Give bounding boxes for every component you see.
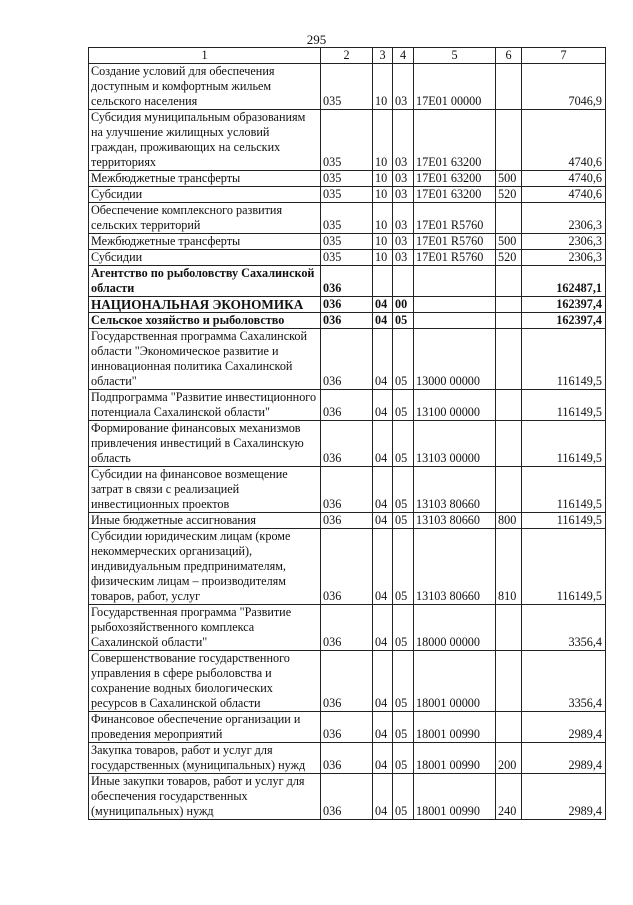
table-row: [89, 171, 606, 187]
row-subsection-cell: 05: [393, 513, 414, 529]
row-expense-type-cell: 520: [496, 187, 522, 203]
row-amount-cell: 4740,6: [522, 187, 606, 203]
row-subsection-cell: 05: [393, 712, 414, 743]
row-name-cell: Агентство по рыболовству Сахалинской области: [89, 266, 321, 297]
table-row: [89, 110, 606, 171]
row-subsection-cell: 05: [393, 774, 414, 820]
row-subsection-cell: 05: [393, 313, 414, 329]
row-admin-code-cell: 036: [321, 712, 373, 743]
row-amount-cell: 2989,4: [522, 774, 606, 820]
row-name-cell: Межбюджетные трансферты: [89, 171, 321, 187]
row-expense-type-cell: 240: [496, 774, 522, 820]
table-row: [89, 250, 606, 266]
row-admin-code-cell: 036: [321, 529, 373, 605]
row-section-cell: 04: [373, 529, 393, 605]
table-row: [89, 743, 606, 774]
row-admin-code-cell: 035: [321, 64, 373, 110]
row-expense-type-cell: 500: [496, 234, 522, 250]
table-row: [89, 64, 606, 110]
table-row: [89, 421, 606, 467]
row-name-cell: Иные бюджетные ассигнования: [89, 513, 321, 529]
table-row: [89, 467, 606, 513]
row-target-article-cell: 17Е01 R5760: [414, 234, 496, 250]
row-subsection-cell: 03: [393, 187, 414, 203]
row-amount-cell: 3356,4: [522, 651, 606, 712]
row-name-cell: Формирование финансовых механизмов привлечения инвестиций в Сахалинскую область: [89, 421, 321, 467]
table-header-row: [89, 48, 606, 64]
row-section-cell: 10: [373, 250, 393, 266]
row-admin-code-cell: 036: [321, 774, 373, 820]
row-admin-code-cell: 035: [321, 203, 373, 234]
row-admin-code-cell: 035: [321, 110, 373, 171]
row-section-cell: 04: [373, 421, 393, 467]
row-section-cell: 04: [373, 605, 393, 651]
row-amount-cell: 2306,3: [522, 234, 606, 250]
row-subsection-cell: 05: [393, 651, 414, 712]
row-name-cell: Государственная программа "Развитие рыбохозяйственного комплекса Сахалинской области": [89, 605, 321, 651]
table-row: [89, 203, 606, 234]
table-row: [89, 774, 606, 820]
row-section-cell: 04: [373, 313, 393, 329]
row-expense-type-cell: [496, 329, 522, 390]
row-admin-code-cell: 036: [321, 390, 373, 421]
table-row: [89, 513, 606, 529]
row-expense-type-cell: 520: [496, 250, 522, 266]
row-section-cell: 04: [373, 743, 393, 774]
row-amount-cell: 116149,5: [522, 467, 606, 513]
row-subsection-cell: 05: [393, 605, 414, 651]
row-section-cell: 04: [373, 513, 393, 529]
row-admin-code-cell: 036: [321, 651, 373, 712]
row-name-cell: Субсидии на финансовое возмещение затрат в связи с реализацией инвестиционных проектов: [89, 467, 321, 513]
table-row: [89, 651, 606, 712]
row-target-article-cell: 18001 00990: [414, 743, 496, 774]
row-amount-cell: 116149,5: [522, 529, 606, 605]
row-target-article-cell: 17Е01 63200: [414, 171, 496, 187]
table-row: [89, 529, 606, 605]
column-header: 1: [89, 48, 321, 64]
row-amount-cell: 162397,4: [522, 313, 606, 329]
column-header: 3: [373, 48, 393, 64]
row-admin-code-cell: 036: [321, 513, 373, 529]
row-section-cell: 10: [373, 110, 393, 171]
row-name-cell: Субсидии: [89, 187, 321, 203]
row-admin-code-cell: 035: [321, 250, 373, 266]
row-expense-type-cell: [496, 64, 522, 110]
row-expense-type-cell: [496, 421, 522, 467]
row-subsection-cell: 03: [393, 110, 414, 171]
row-section-cell: [373, 266, 393, 297]
row-target-article-cell: 13000 00000: [414, 329, 496, 390]
row-subsection-cell: 05: [393, 743, 414, 774]
row-name-cell: Закупка товаров, работ и услуг для государственных (муниципальных) нужд: [89, 743, 321, 774]
table-row: [89, 297, 606, 313]
column-header: 4: [393, 48, 414, 64]
row-amount-cell: 162397,4: [522, 297, 606, 313]
row-admin-code-cell: 036: [321, 743, 373, 774]
row-subsection-cell: 00: [393, 297, 414, 313]
row-amount-cell: 162487,1: [522, 266, 606, 297]
row-admin-code-cell: 036: [321, 297, 373, 313]
table-row: [89, 329, 606, 390]
row-amount-cell: 2989,4: [522, 712, 606, 743]
row-target-article-cell: 18001 00000: [414, 651, 496, 712]
row-amount-cell: 2306,3: [522, 203, 606, 234]
row-expense-type-cell: [496, 390, 522, 421]
row-target-article-cell: 17Е01 R5760: [414, 203, 496, 234]
row-name-cell: Государственная программа Сахалинской области "Экономическое развитие и инновационная политика Сахалинской области": [89, 329, 321, 390]
row-section-cell: 04: [373, 329, 393, 390]
row-target-article-cell: 13103 00000: [414, 421, 496, 467]
row-expense-type-cell: [496, 313, 522, 329]
row-admin-code-cell: 035: [321, 171, 373, 187]
row-name-cell: Финансовое обеспечение организации и проведения мероприятий: [89, 712, 321, 743]
row-expense-type-cell: [496, 651, 522, 712]
row-admin-code-cell: 036: [321, 605, 373, 651]
row-section-cell: 10: [373, 64, 393, 110]
row-expense-type-cell: 200: [496, 743, 522, 774]
row-target-article-cell: 17Е01 R5760: [414, 250, 496, 266]
row-target-article-cell: [414, 297, 496, 313]
row-name-cell: Субсидия муниципальным образованиям на улучшение жилищных условий граждан, проживающих на сельских территориях: [89, 110, 321, 171]
row-name-cell: Подпрограмма "Развитие инвестиционного потенциала Сахалинской области": [89, 390, 321, 421]
row-amount-cell: 2306,3: [522, 250, 606, 266]
row-target-article-cell: [414, 266, 496, 297]
row-expense-type-cell: [496, 605, 522, 651]
row-amount-cell: 4740,6: [522, 171, 606, 187]
row-section-cell: 04: [373, 712, 393, 743]
column-header: 7: [522, 48, 606, 64]
row-section-cell: 10: [373, 234, 393, 250]
row-target-article-cell: [414, 313, 496, 329]
row-amount-cell: 3356,4: [522, 605, 606, 651]
row-target-article-cell: 17Е01 63200: [414, 187, 496, 203]
row-name-cell: Субсидии: [89, 250, 321, 266]
row-subsection-cell: 05: [393, 329, 414, 390]
row-expense-type-cell: [496, 467, 522, 513]
row-name-cell: НАЦИОНАЛЬНАЯ ЭКОНОМИКА: [89, 297, 321, 313]
row-subsection-cell: 05: [393, 390, 414, 421]
row-amount-cell: 4740,6: [522, 110, 606, 171]
budget-table: [88, 47, 606, 820]
row-name-cell: Совершенствование государственного управления в сфере рыболовства и сохранение водных биологических ресурсов в Сахалинской области: [89, 651, 321, 712]
row-section-cell: 10: [373, 171, 393, 187]
row-expense-type-cell: 500: [496, 171, 522, 187]
row-target-article-cell: 13100 00000: [414, 390, 496, 421]
column-header: 6: [496, 48, 522, 64]
row-subsection-cell: 05: [393, 421, 414, 467]
row-name-cell: Субсидии юридическим лицам (кроме некоммерческих организаций), индивидуальным предпринимателям, физическим лицам – производителям товаров, работ, услуг: [89, 529, 321, 605]
row-amount-cell: 116149,5: [522, 421, 606, 467]
row-section-cell: 10: [373, 187, 393, 203]
row-subsection-cell: 03: [393, 64, 414, 110]
row-section-cell: 04: [373, 467, 393, 513]
row-subsection-cell: 03: [393, 203, 414, 234]
row-section-cell: 04: [373, 297, 393, 313]
row-amount-cell: 116149,5: [522, 329, 606, 390]
row-expense-type-cell: 810: [496, 529, 522, 605]
row-expense-type-cell: [496, 203, 522, 234]
row-expense-type-cell: [496, 712, 522, 743]
row-subsection-cell: 03: [393, 250, 414, 266]
row-admin-code-cell: 035: [321, 234, 373, 250]
table-row: [89, 234, 606, 250]
row-name-cell: Создание условий для обеспечения доступным и комфортным жильем сельского населения: [89, 64, 321, 110]
row-admin-code-cell: 035: [321, 187, 373, 203]
row-admin-code-cell: 036: [321, 421, 373, 467]
row-expense-type-cell: [496, 297, 522, 313]
row-name-cell: Иные закупки товаров, работ и услуг для обеспечения государственных (муниципальных) нужд: [89, 774, 321, 820]
row-subsection-cell: [393, 266, 414, 297]
row-section-cell: 10: [373, 203, 393, 234]
row-expense-type-cell: 800: [496, 513, 522, 529]
table-row: [89, 313, 606, 329]
row-target-article-cell: 13103 80660: [414, 467, 496, 513]
row-expense-type-cell: [496, 266, 522, 297]
row-admin-code-cell: 036: [321, 266, 373, 297]
row-section-cell: 04: [373, 774, 393, 820]
row-subsection-cell: 05: [393, 529, 414, 605]
row-subsection-cell: 03: [393, 234, 414, 250]
row-subsection-cell: 05: [393, 467, 414, 513]
column-header: 2: [321, 48, 373, 64]
table-row: [89, 390, 606, 421]
table-row: [89, 266, 606, 297]
page-number: 295: [306, 32, 327, 47]
row-target-article-cell: 13103 80660: [414, 529, 496, 605]
row-amount-cell: 7046,9: [522, 64, 606, 110]
row-amount-cell: 116149,5: [522, 513, 606, 529]
column-header: 5: [414, 48, 496, 64]
row-subsection-cell: 03: [393, 171, 414, 187]
row-target-article-cell: 18001 00990: [414, 712, 496, 743]
row-amount-cell: 116149,5: [522, 390, 606, 421]
row-target-article-cell: 17Е01 00000: [414, 64, 496, 110]
row-target-article-cell: 13103 80660: [414, 513, 496, 529]
row-section-cell: 04: [373, 651, 393, 712]
row-target-article-cell: 17Е01 63200: [414, 110, 496, 171]
row-expense-type-cell: [496, 110, 522, 171]
row-name-cell: Обеспечение комплексного развития сельских территорий: [89, 203, 321, 234]
row-section-cell: 04: [373, 390, 393, 421]
row-name-cell: Межбюджетные трансферты: [89, 234, 321, 250]
row-target-article-cell: 18000 00000: [414, 605, 496, 651]
table-row: [89, 605, 606, 651]
table-body: [89, 48, 606, 820]
row-target-article-cell: 18001 00990: [414, 774, 496, 820]
row-admin-code-cell: 036: [321, 313, 373, 329]
row-admin-code-cell: 036: [321, 329, 373, 390]
row-name-cell: Сельское хозяйство и рыболовство: [89, 313, 321, 329]
row-admin-code-cell: 036: [321, 467, 373, 513]
row-amount-cell: 2989,4: [522, 743, 606, 774]
table-row: [89, 187, 606, 203]
table-row: [89, 712, 606, 743]
